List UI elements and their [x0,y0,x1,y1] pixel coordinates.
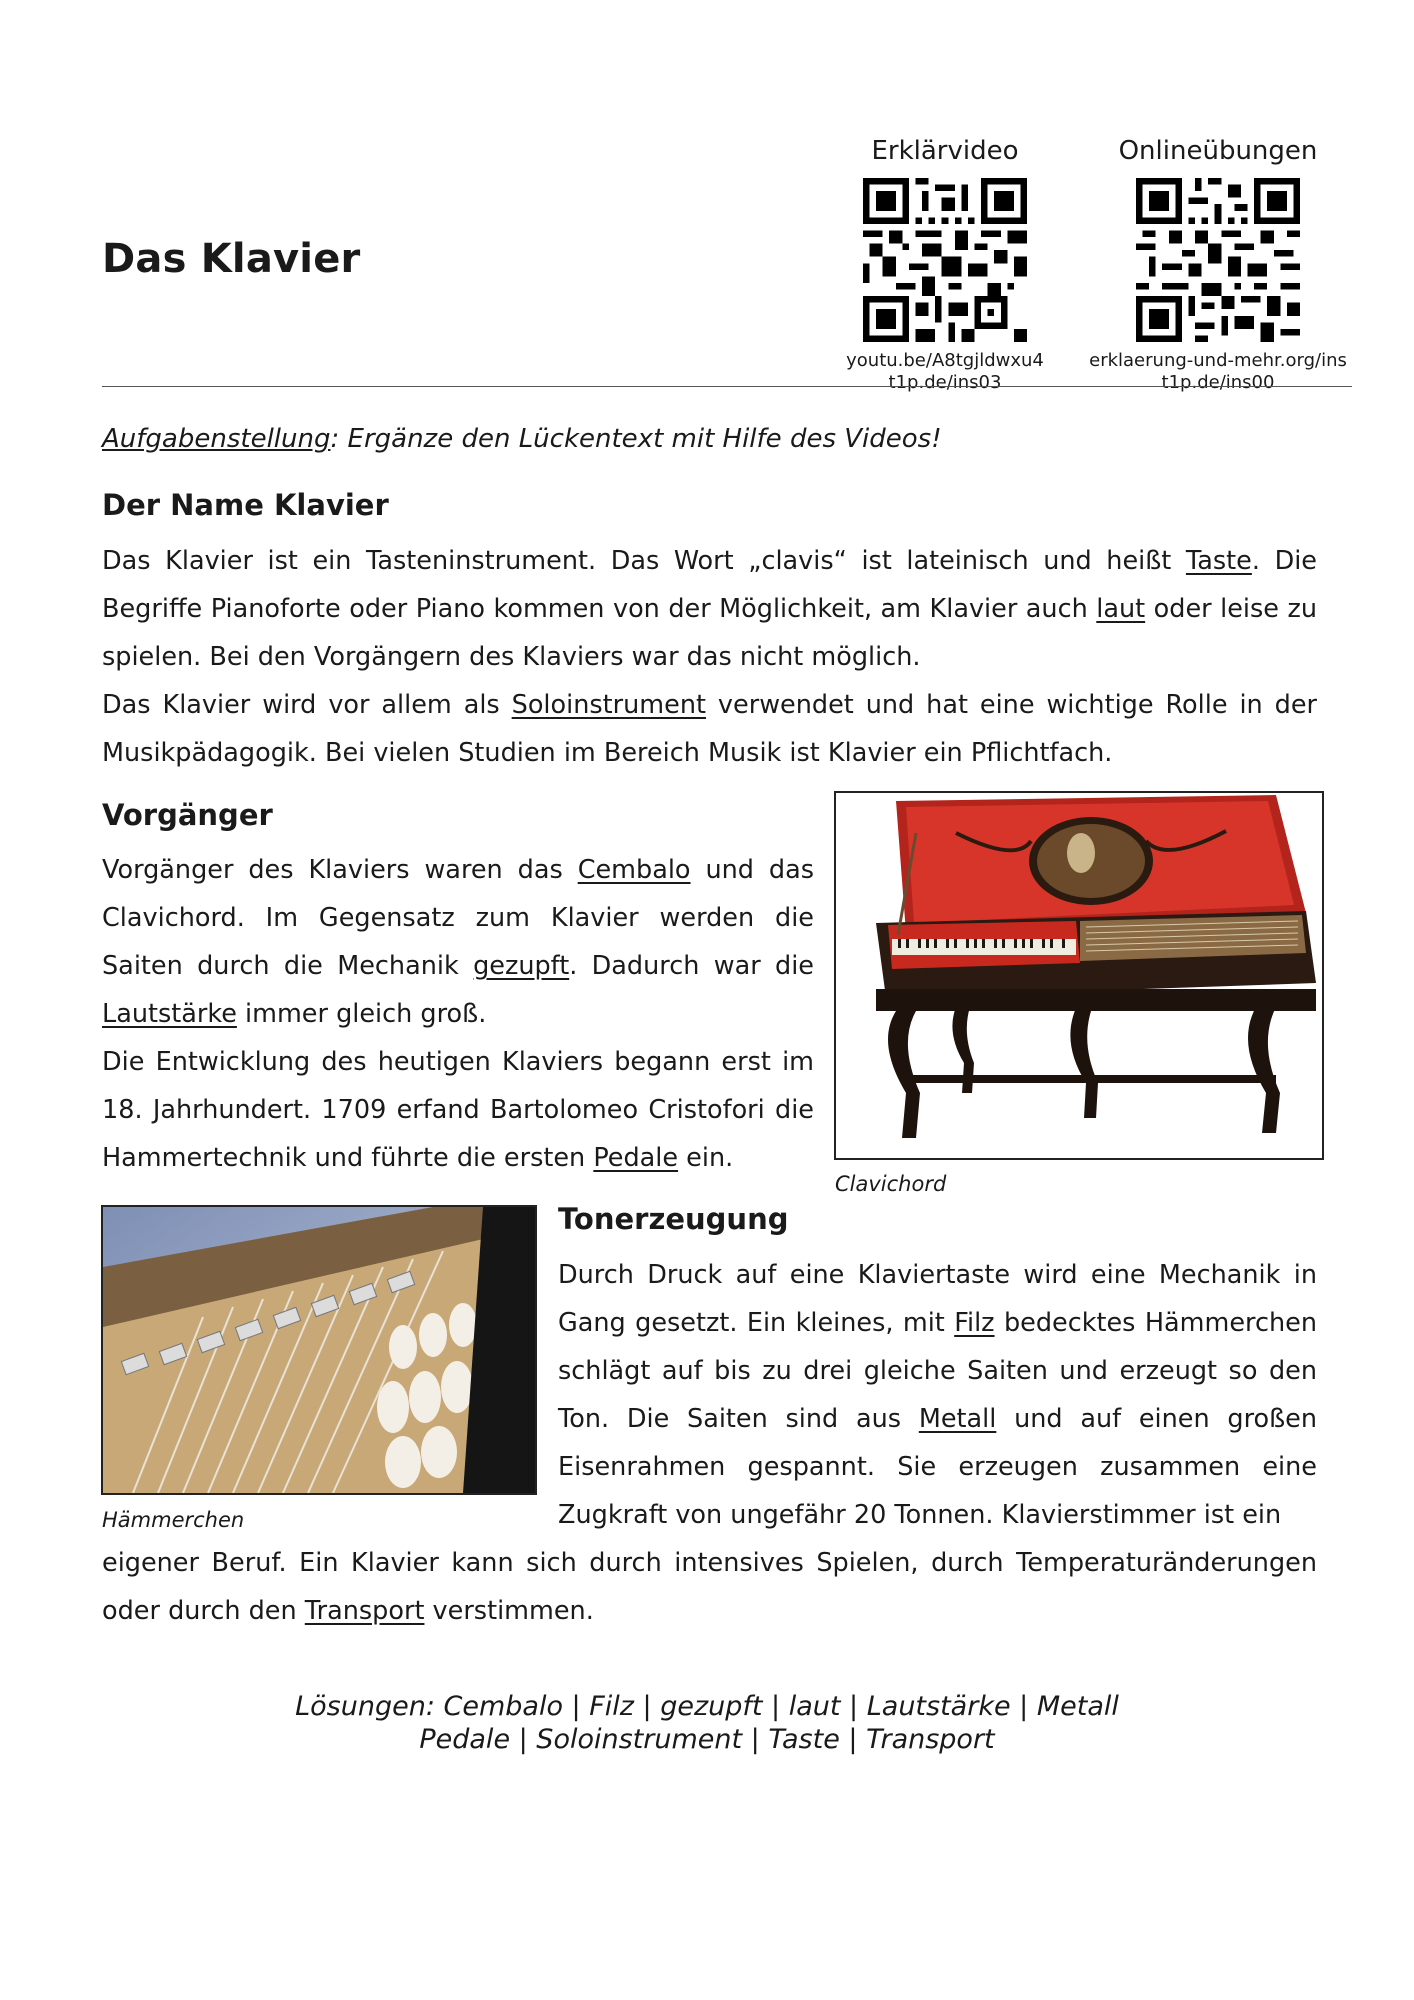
task-separator: : [330,424,340,454]
text-run: eigener Beruf. Ein Klavier kann sich durch intensives Spielen, durch Temperaturänderungen oder durch den [102,1548,1317,1626]
text-run: und auf einen großen Eisenrahmen gespannt. Sie erzeugen zusammen eine Zugkraft von ungefähr 20 Tonnen. Klavierstimmer ist ein [558,1404,1318,1530]
hammers-illustration [103,1207,535,1493]
qr-label: Erklärvideo [871,136,1019,166]
clavichord-illustration [836,793,1322,1158]
solutions-line-2: Pedale | Soloinstrument | Taste | Transport [419,1724,995,1755]
gap-word: Soloinstrument [511,690,706,720]
gap-word: Transport [304,1596,425,1626]
clavichord-image [834,791,1324,1160]
section-heading-predecessor: Vorgänger [102,798,273,832]
gap-word: Metall [918,1404,997,1434]
text-run: Durch Druck auf eine Klaviertaste wird eine Mechanik in Gang gesetzt. Ein kleines, mit [558,1260,1317,1338]
section-text-predecessor [102,846,814,1182]
text-run: bedecktes Hämmerchen schlägt auf bis zu drei gleiche Saiten und erzeugt so den Ton. Die Saiten sind aus [558,1308,1317,1434]
qr-block-explainer-video [810,136,1080,394]
gap-word: Filz [954,1308,995,1338]
section-heading-sound: Tonerzeugung [558,1202,789,1236]
gap-word: Pedale [593,1143,679,1173]
qr-short-url[interactable]: t1p.de/ins00 [1161,372,1275,393]
text-run: und das Clavichord. Im Gegensatz zum Klavier werden die Saiten durch die Mechanik [102,855,815,981]
qr-label: Onlineübungen [1118,136,1318,166]
qr-url[interactable]: youtu.be/A8tgjldwxu4 [846,350,1044,371]
section-text-sound-continued [102,1539,1317,1635]
section-text-name [102,537,1317,777]
text-run: oder leise zu spielen. Bei den Vorgängern des Klaviers war das nicht möglich. [102,594,1317,672]
text-run: verstimmen. [424,1596,594,1626]
qr-code-icon [1136,178,1300,342]
text-run: Die Entwicklung des heutigen Klaviers begann erst im 18. Jahrhundert. 1709 erfand Bartolomeo Cristofori die Hammertechnik und führte die ersten [102,1047,814,1173]
solutions [0,1690,1414,1756]
text-run: Vorgänger des Klaviers waren das [102,855,578,885]
text-run: . Die Begriffe Pianoforte oder Piano kommen von der Möglichkeit, am Klavier auch [102,546,1317,624]
text-run: immer gleich groß. [236,999,487,1029]
gap-word: laut [1096,594,1146,624]
hammers-image [101,1205,537,1495]
solutions-line-1: Lösungen: Cembalo | Filz | gezupft | laut | Lautstärke | Metall [295,1691,1119,1722]
task-instruction [102,424,942,454]
gap-word: Lautstärke [102,999,237,1029]
qr-code-icon [863,178,1027,342]
qr-short-url[interactable]: t1p.de/ins03 [888,372,1002,393]
gap-word: Taste [1185,546,1252,576]
section-heading-name: Der Name Klavier [102,488,389,522]
task-label: Aufgabenstellung [102,424,331,454]
text-run: Das Klavier ist ein Tasteninstrument. Das Wort „clavis“ ist lateinisch und heißt [102,546,1186,576]
text-run: ein. [678,1143,734,1173]
gap-word: gezupft [473,951,570,981]
gap-word: Cembalo [577,855,691,885]
task-text: Ergänze den Lückentext mit Hilfe des Videos! [339,424,942,454]
header-divider [102,386,1352,387]
section-text-sound [558,1251,1317,1539]
qr-url[interactable]: erklaerung-und-mehr.org/ins [1089,350,1347,371]
text-run: Das Klavier wird vor allem als [102,690,512,720]
text-run: verwendet und hat eine wichtige Rolle in der Musikpädagogik. Bei vielen Studien im Bereich Musik ist Klavier ein Pflichtfach. [102,690,1317,768]
page-title: Das Klavier [102,236,361,282]
qr-block-online-exercises [1083,136,1353,394]
clavichord-caption: Clavichord [835,1172,947,1196]
text-run: . Dadurch war die [569,951,814,981]
hammers-caption: Hämmerchen [102,1508,245,1532]
